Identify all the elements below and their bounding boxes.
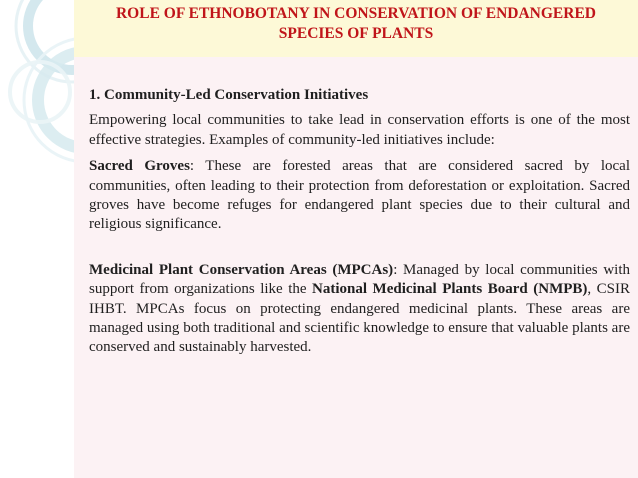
slide-content	[89, 86, 630, 358]
mpca-paragraph	[89, 261, 630, 358]
title-line-1: ROLE OF ETHNOBOTANY IN CONSERVATION OF ENDANGERED	[115, 5, 596, 22]
sacred-groves-paragraph	[89, 157, 630, 235]
mpca-term: Medicinal Plant Conservation Areas (MPCAs)	[89, 261, 394, 278]
slide-title	[74, 4, 638, 44]
sacred-groves-text: : These are forested areas that are considered sacred by local communities, often leading to their protection from deforestation or exploitation. Sacred groves have become refuges for endangered plant species due to their cultural and religious significance.	[89, 158, 631, 233]
sacred-groves-term: Sacred Groves	[89, 158, 190, 175]
section-heading: 1. Community-Led Conservation Initiatives	[89, 87, 369, 103]
mpca-text-2: , CSIR IHBT. MPCAs focus on protecting endangered medicinal plants. These areas are managed using both traditional and scientific knowledge to ensure that valuable plants are conserved and sustainably harvested.	[89, 281, 630, 356]
mpca-org: National Medicinal Plants Board (NMPB)	[312, 281, 588, 298]
title-line-2: SPECIES OF PLANTS	[278, 25, 434, 42]
mpca-text-1: : Managed by local communities with support from organizations like the	[89, 261, 630, 298]
intro-paragraph: Empowering local communities to take lead in conservation efforts is one of the most effective strategies. Examples of community-led initiatives include:	[89, 112, 630, 148]
